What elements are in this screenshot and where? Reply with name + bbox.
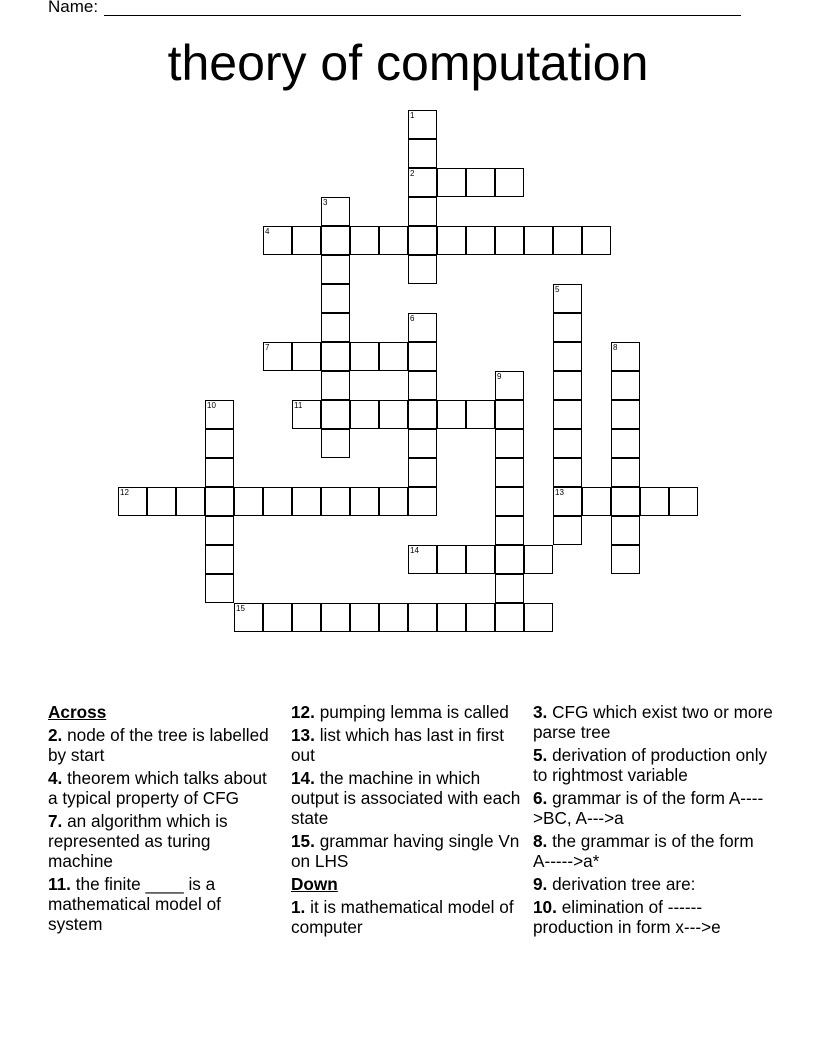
- grid-cell[interactable]: [263, 487, 292, 516]
- grid-cell[interactable]: [321, 342, 350, 371]
- clue-down-5: [533, 745, 773, 785]
- clue-text: list which has last in first out: [291, 725, 505, 765]
- cell-number: 15: [236, 604, 245, 613]
- grid-cell[interactable]: [408, 400, 437, 429]
- grid-cell[interactable]: [350, 226, 379, 255]
- clue-down-1: [291, 897, 523, 937]
- grid-cell[interactable]: [466, 400, 495, 429]
- clue-text: CFG which exist two or more parse tree: [533, 702, 773, 742]
- grid-cell[interactable]: [611, 429, 640, 458]
- grid-cell[interactable]: [669, 487, 698, 516]
- grid-cell[interactable]: [495, 429, 524, 458]
- clue-across-7: [48, 811, 280, 871]
- grid-cell[interactable]: [350, 400, 379, 429]
- grid-cell[interactable]: [205, 487, 234, 516]
- clue-across-4: [48, 768, 280, 808]
- grid-cell[interactable]: [611, 458, 640, 487]
- down-heading: Down: [291, 874, 338, 894]
- grid-cell[interactable]: [292, 603, 321, 632]
- clue-text: theorem which talks about a typical property of CFG: [48, 768, 267, 808]
- cell-number: 10: [207, 401, 216, 410]
- grid-cell[interactable]: [408, 168, 437, 197]
- cell-number: 13: [555, 488, 564, 497]
- grid-cell[interactable]: [524, 603, 553, 632]
- grid-cell[interactable]: [408, 458, 437, 487]
- grid-cell[interactable]: [495, 487, 524, 516]
- cell-number: 3: [323, 198, 328, 207]
- clue-text: the grammar is of the form A----->a*: [533, 831, 754, 871]
- grid-cell[interactable]: [524, 226, 553, 255]
- clue-across-13: [291, 725, 523, 765]
- grid-cell[interactable]: [408, 371, 437, 400]
- clue-text: pumping lemma is called: [319, 702, 509, 722]
- cell-number: 1: [410, 111, 415, 120]
- grid-cell[interactable]: [379, 400, 408, 429]
- grid-cell[interactable]: [408, 110, 437, 139]
- grid-cell[interactable]: [263, 603, 292, 632]
- clue-across-2: [48, 725, 280, 765]
- grid-cell[interactable]: [379, 487, 408, 516]
- clue-down-9: [533, 874, 773, 894]
- clue-down-3: [533, 702, 773, 742]
- grid-cell[interactable]: [524, 545, 553, 574]
- grid-cell[interactable]: [321, 313, 350, 342]
- grid-cell[interactable]: [582, 226, 611, 255]
- clue-across-14: [291, 768, 523, 828]
- puzzle-title: theory of computation: [167, 35, 649, 91]
- cell-number: 14: [410, 546, 419, 555]
- grid-cell[interactable]: [495, 574, 524, 603]
- grid-cell[interactable]: [495, 168, 524, 197]
- grid-cell[interactable]: [553, 342, 582, 371]
- grid-cell[interactable]: [205, 574, 234, 603]
- grid-cell[interactable]: [437, 603, 466, 632]
- clue-number: 13.: [291, 725, 315, 745]
- clue-down-8: [533, 831, 773, 871]
- grid-cell[interactable]: [350, 342, 379, 371]
- grid-cell[interactable]: [321, 197, 350, 226]
- grid-cell[interactable]: [292, 400, 321, 429]
- grid-cell[interactable]: [321, 371, 350, 400]
- clue-text: grammar having single Vn on LHS: [291, 831, 520, 871]
- clue-number: 10.: [533, 897, 557, 917]
- grid-cell[interactable]: [408, 139, 437, 168]
- grid-cell[interactable]: [611, 516, 640, 545]
- grid-cell[interactable]: [379, 342, 408, 371]
- grid-cell[interactable]: [466, 168, 495, 197]
- grid-cell[interactable]: [495, 603, 524, 632]
- clue-number: 8.: [533, 831, 548, 851]
- grid-cell[interactable]: [321, 226, 350, 255]
- clue-text: an algorithm which is represented as turing machine: [48, 811, 228, 871]
- grid-cell[interactable]: [147, 487, 176, 516]
- grid-cell[interactable]: [205, 516, 234, 545]
- cell-number: 7: [265, 343, 270, 352]
- grid-cell[interactable]: [611, 487, 640, 516]
- clue-text: the finite ____ is a mathematical model of system: [48, 874, 221, 934]
- grid-cell[interactable]: [640, 487, 669, 516]
- grid-cell[interactable]: [176, 487, 205, 516]
- clue-number: 11.: [48, 874, 71, 894]
- grid-cell[interactable]: [495, 371, 524, 400]
- grid-cell[interactable]: [408, 313, 437, 342]
- across-heading: Across: [48, 702, 107, 722]
- grid-cell[interactable]: [553, 313, 582, 342]
- grid-cell[interactable]: [611, 545, 640, 574]
- grid-cell[interactable]: [611, 400, 640, 429]
- grid-cell[interactable]: [611, 371, 640, 400]
- grid-cell[interactable]: [495, 516, 524, 545]
- clue-number: 6.: [533, 788, 548, 808]
- clue-text: it is mathematical model of computer: [291, 897, 514, 937]
- cell-number: 5: [555, 285, 560, 294]
- grid-cell[interactable]: [321, 255, 350, 284]
- grid-cell[interactable]: [205, 545, 234, 574]
- cell-number: 4: [265, 227, 270, 236]
- grid-cell[interactable]: [495, 400, 524, 429]
- clue-number: 2.: [48, 725, 63, 745]
- grid-cell[interactable]: [495, 226, 524, 255]
- grid-cell[interactable]: [553, 516, 582, 545]
- grid-cell[interactable]: [205, 400, 234, 429]
- grid-cell[interactable]: [321, 603, 350, 632]
- grid-cell[interactable]: [205, 458, 234, 487]
- grid-cell[interactable]: [379, 603, 408, 632]
- clue-number: 3.: [533, 702, 548, 722]
- grid-cell[interactable]: [234, 487, 263, 516]
- clue-text: grammar is of the form A---->BC, A--->a: [533, 788, 764, 828]
- grid-cell[interactable]: [408, 255, 437, 284]
- grid-cell[interactable]: [495, 458, 524, 487]
- clues-column-2: [291, 702, 523, 940]
- cell-number: 12: [120, 488, 129, 497]
- grid-cell[interactable]: [582, 487, 611, 516]
- grid-cell[interactable]: [292, 226, 321, 255]
- grid-cell[interactable]: [553, 400, 582, 429]
- grid-cell[interactable]: [408, 342, 437, 371]
- clue-text: node of the tree is labelled by start: [48, 725, 269, 765]
- clue-number: 12.: [291, 702, 315, 722]
- clue-number: 9.: [533, 874, 548, 894]
- clue-text: elimination of ------ production in form x--->e: [533, 897, 721, 937]
- grid-cell[interactable]: [263, 342, 292, 371]
- grid-cell[interactable]: [408, 197, 437, 226]
- name-label: Name:: [48, 0, 99, 16]
- grid-cell[interactable]: [408, 603, 437, 632]
- clues-column-3: [533, 702, 773, 940]
- clue-down-6: [533, 788, 773, 828]
- clue-number: 1.: [291, 897, 306, 917]
- grid-cell[interactable]: [437, 545, 466, 574]
- grid-cell[interactable]: [553, 371, 582, 400]
- grid-cell[interactable]: [611, 342, 640, 371]
- grid-cell[interactable]: [292, 342, 321, 371]
- grid-cell[interactable]: [553, 429, 582, 458]
- grid-cell[interactable]: [553, 284, 582, 313]
- cell-number: 6: [410, 314, 415, 323]
- grid-cell[interactable]: [495, 545, 524, 574]
- clue-across-12: [291, 702, 523, 722]
- clue-number: 14.: [291, 768, 315, 788]
- clue-number: 15.: [291, 831, 315, 851]
- grid-cell[interactable]: [321, 429, 350, 458]
- clues-column-1: [48, 702, 280, 937]
- grid-cell[interactable]: [321, 400, 350, 429]
- clue-number: 4.: [48, 768, 63, 788]
- grid-cell[interactable]: [553, 226, 582, 255]
- grid-cell[interactable]: [408, 226, 437, 255]
- grid-cell[interactable]: [437, 400, 466, 429]
- clue-down-10: [533, 897, 773, 937]
- clue-text: the machine in which output is associated with each state: [291, 768, 521, 828]
- grid-cell[interactable]: [553, 487, 582, 516]
- grid-cell[interactable]: [437, 168, 466, 197]
- grid-cell[interactable]: [466, 545, 495, 574]
- grid-cell[interactable]: [321, 284, 350, 313]
- cell-number: 2: [410, 169, 415, 178]
- grid-cell[interactable]: [466, 603, 495, 632]
- clue-across-15: [291, 831, 523, 871]
- grid-cell[interactable]: [408, 487, 437, 516]
- grid-cell[interactable]: [408, 545, 437, 574]
- grid-cell[interactable]: [350, 487, 379, 516]
- cell-number: 9: [497, 372, 502, 381]
- grid-cell[interactable]: [292, 487, 321, 516]
- grid-cell[interactable]: [205, 429, 234, 458]
- grid-cell[interactable]: [408, 429, 437, 458]
- grid-cell[interactable]: [553, 458, 582, 487]
- cell-number: 8: [613, 343, 618, 352]
- grid-cell[interactable]: [466, 226, 495, 255]
- grid-cell[interactable]: [234, 603, 263, 632]
- grid-cell[interactable]: [437, 226, 466, 255]
- grid-cell[interactable]: [321, 487, 350, 516]
- clue-number: 5.: [533, 745, 548, 765]
- grid-cell[interactable]: [263, 226, 292, 255]
- clue-number: 7.: [48, 811, 63, 831]
- cell-number: 11: [294, 401, 303, 410]
- grid-cell[interactable]: [350, 603, 379, 632]
- clue-text: derivation of production only to rightmost variable: [533, 745, 768, 785]
- clue-across-11: [48, 874, 280, 934]
- grid-cell[interactable]: [118, 487, 147, 516]
- clue-text: derivation tree are:: [552, 874, 696, 894]
- grid-cell[interactable]: [379, 226, 408, 255]
